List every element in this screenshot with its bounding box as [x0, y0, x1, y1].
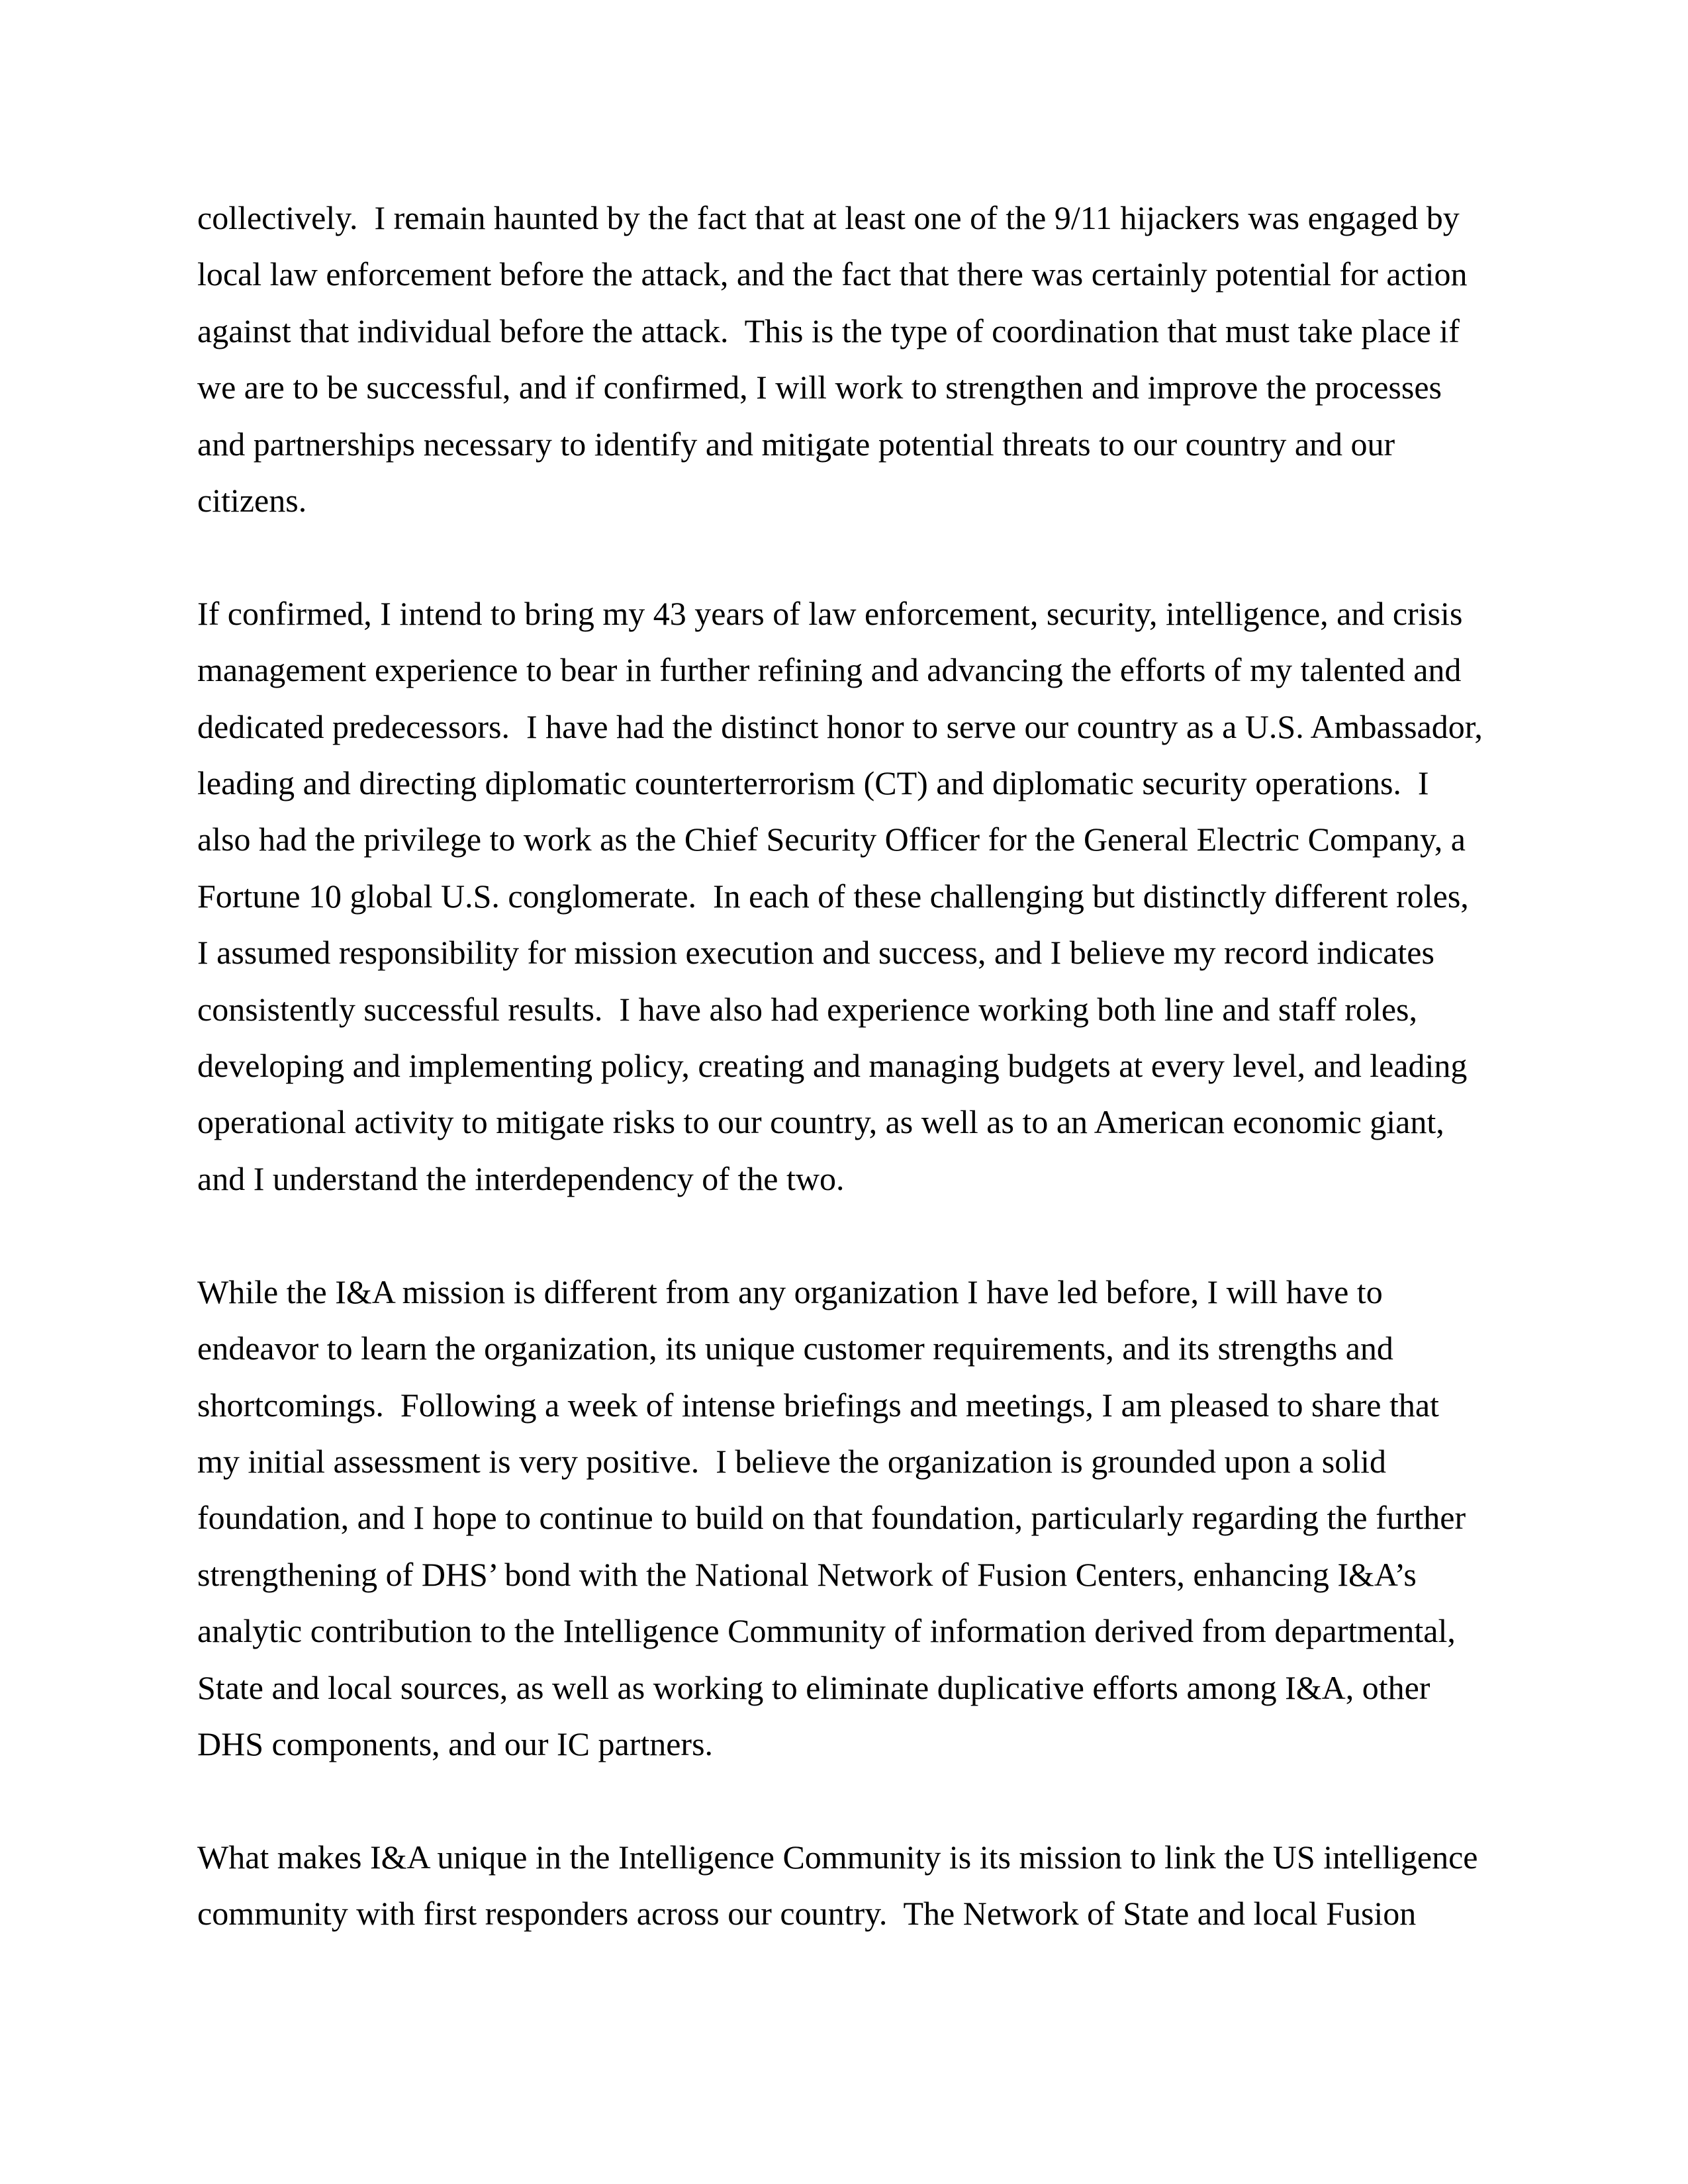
text-line: developing and implementing policy, creating and managing budgets at every level, and leading [197, 1047, 1468, 1085]
text-line: If confirmed, I intend to bring my 43 years of law enforcement, security, intelligence, and crisis [197, 594, 1463, 632]
text-line: strengthening of DHS’ bond with the National Network of Fusion Centers, enhancing I&A’s [197, 1555, 1417, 1593]
text-line: my initial assessment is very positive. I believe the organization is grounded upon a solid [197, 1442, 1386, 1480]
text-line: endeavor to learn the organization, its unique customer requirements, and its strengths and [197, 1330, 1393, 1367]
paragraph [197, 586, 1521, 1207]
text-line: State and local sources, as well as working to eliminate duplicative efforts among I&A, other [197, 1668, 1430, 1706]
text-line: operational activity to mitigate risks to our country, as well as to an American economic giant, [197, 1103, 1444, 1141]
text-line: What makes I&A unique in the Intelligence Community is its mission to link the US intelligence [197, 1838, 1478, 1876]
text-line: consistently successful results. I have also had experience working both line and staff roles, [197, 990, 1418, 1028]
text-line: dedicated predecessors. I have had the distinct honor to serve our country as a U.S. Ambassador, [197, 707, 1483, 745]
text-line: leading and directing diplomatic counterterrorism (CT) and diplomatic security operations. I [197, 764, 1429, 802]
text-line: foundation, and I hope to continue to build on that foundation, particularly regarding the further [197, 1499, 1466, 1537]
text-line: community with first responders across our country. The Network of State and local Fusion [197, 1895, 1417, 1933]
paragraph [197, 1829, 1521, 1942]
text-line: I assumed responsibility for mission execution and success, and I believe my record indicates [197, 934, 1434, 972]
text-line: collectively. I remain haunted by the fact that at least one of the 9/11 hijackers was engaged by [197, 199, 1460, 236]
text-line: local law enforcement before the attack, and the fact that there was certainly potential for action [197, 255, 1468, 293]
paragraph [197, 1264, 1521, 1773]
text-line: against that individual before the attack. This is the type of coordination that must take place if [197, 312, 1460, 349]
text-line: also had the privilege to work as the Chief Security Officer for the General Electric Company, a [197, 821, 1466, 858]
text-line: and partnerships necessary to identify and mitigate potential threats to our country and our [197, 425, 1395, 463]
text-line: DHS components, and our IC partners. [197, 1725, 714, 1762]
text-line: and I understand the interdependency of the two. [197, 1160, 845, 1197]
text-line: Fortune 10 global U.S. conglomerate. In each of these challenging but distinctly different roles, [197, 877, 1469, 915]
text-line: shortcomings. Following a week of intense briefings and meetings, I am pleased to share that [197, 1386, 1439, 1424]
text-line: analytic contribution to the Intelligence Community of information derived from departmental, [197, 1612, 1456, 1650]
text-line: management experience to bear in further refining and advancing the efforts of my talented and [197, 651, 1462, 689]
text-line: While the I&A mission is different from any organization I have led before, I will have to [197, 1273, 1383, 1310]
document-page [197, 190, 1521, 1999]
text-line: citizens. [197, 482, 307, 520]
paragraph [197, 190, 1521, 529]
text-line: we are to be successful, and if confirmed, I will work to strengthen and improve the processes [197, 369, 1442, 406]
